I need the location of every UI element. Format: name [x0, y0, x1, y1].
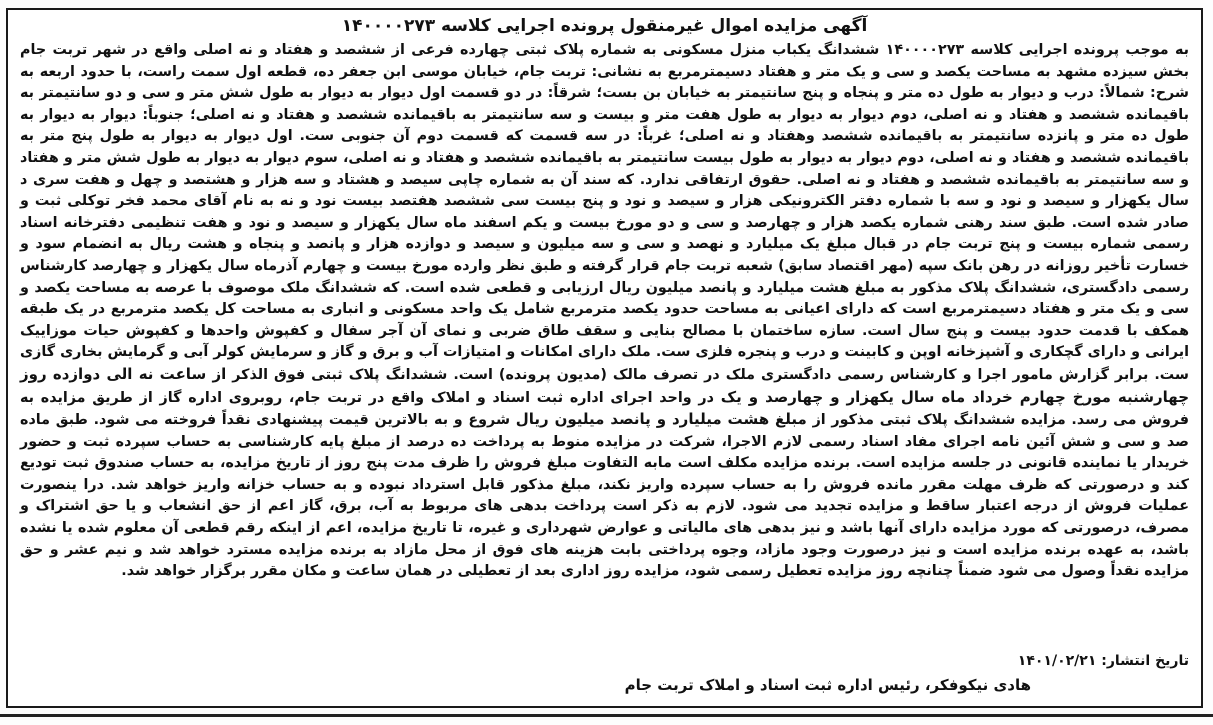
notice-frame	[6, 8, 1203, 708]
notice-body-end: شروع و به بالاترین قیمت پیشنهادی نقداً فروخته می شود. طبق ماده صد و سی و شش آئین نامه اجرای مفاد اسناد رسمی لازم الاجرا، شرکت در مزایده منوط به پرداخت ده درصد از مبلغ پایه کارشناسی به حساب سپرده ثبت و حضور خریدار یا نماینده قانونی در جلسه مزایده است. برنده مزایده مکلف است مابه التفاوت مبلغ فروش را ظرف مدت پنج روز از تاریخ مزایده، به حساب صندوق ثبت تودیع کند و درصورتی که ظرف مهلت مقرر مانده فروش را به حساب سپرده واریز نکند، مبلغ مذکور قابل استرداد نبوده و به حساب خزانه واریز خواهد شد. درا ینصورت عملیات فروش از درجه اعتبار ساقط و مزایده تجدید می شود. لازم به ذکر است پرداخت بدهی های مربوط به آب، برق، گاز اعم از حق انشعاب و یا حق اشتراک و مصرف، درصورتی که مورد مزایده دارای آنها باشد و نیز بدهی های مالیاتی و عوارض شهرداری و غیره، تا تاریخ مزایده، اعم از اینکه رقم قطعی آن معلوم شده یا نشده باشد، به عهده برنده مزایده است و نیز درصورت وجود مازاد، وجوه پرداختی بابت هزینه های فوق از محل مازاد به برنده مزایده مسترد خواهد شد و نیم عشر و حق مزایده نقداً وصول می شود ضمناً چنانچه روز مزایده تعطیل رسمی شود، مزایده روز اداری بعد از تعطیلی در همان ساعت و مکان مقرر برگزار خواهد شد.	[20, 412, 1189, 580]
notice-body-text: به موجب پرونده اجرایی کلاسه ۱۴۰۰۰۰۲۷۳ ششدانگ یکباب منزل مسکونی به شماره پلاک ثبتی چهارده فرعی از ششصد و هفتاد و نه اصلی واقع در شهر تربت جام بخش سیزده مشهد به مساحت یکصد و سی و یک متر و هفتاد دسیمترمربع به نشانی: تربت جام، خیابان موسی ابن جعفر ده، قطعه اول سمت راست، با حدود اربعه به شرح: شمالاً: درب و دیوار به طول ده متر و پنجاه و پنج سانتیمتر به خیابان بن بست؛ شرقاً: در دو قسمت اول دیوار به دیوار به طول شش متر و سی و دو سانتیمتر به باقیمانده ششصد و هفتاد و نه اصلی، دوم دیوار به دیوار به طول هفت متر و بیست و سه سانتیمتر به باقیمانده ششصد و هفتاد و نه اصلی؛ جنوباً: دیوار به دیوار به طول ده متر و پانزده سانتیمتر به باقیمانده ششصد وهفتاد و نه اصلی؛ غرباً: در سه قسمت که قسمت دوم آن جنوبی ست. اول دیوار به دیوار به طول پنج متر به باقیمانده ششصد و هفتاد و نه اصلی، دوم دیوار به دیوار به طول بیست سانتیمتر به باقیمانده ششصد و هفتاد و نه اصلی، سوم دیوار به دیوار به طول شش متر و هفتاد و سه سانتیمتر به باقیمانده ششصد و هفتاد و نه اصلی. حقوق ارتفاقی ندارد. که سند آن به شماره چاپی سیصد و هشتاد و سه هزار و هشتصد و چهل و هفت سری د سال یکهزار و سیصد و نود و سه با شماره دفتر الکترونیکی هزار و سیصد و نود و پنج بیست سی ششصد هفتصد بیست نود و نه به نام آقای محمد فخر توکلی ثبت و صادر شده است. طبق سند رهنی شماره یکصد هزار و چهارصد و سی و دو مورخ بیست و یکم اسفند ماه سال یکهزار و سیصد و نود و هفت تنظیمی دفترخانه اسناد رسمی شماره بیست و پنج تربت جام در قبال مبلغ یک میلیارد و نهصد و سی و سه میلیون و سیصد و دوازده هزار و پانصد و پنجاه و هشت ریال به انضمام سود و خسارت تأخیر روزانه در رهن بانک سپه (مهر اقتصاد سابق) شعبه تربت جام قرار گرفته و طبق نظر وارده مورخ بیست و چهارم آذرماه سال یکهزار و چهارصد کارشناس رسمی دادگستری، ششدانگ پلاک مذکور به مبلغ هشت میلیارد و پانصد میلیون ریال ارزیابی و قطعی شده است. که ششدانگ ملک موصوف با عرصه به مساحت یکصد و سی و یک متر و هفتاد دسیمترمربع است که دارای اعیانی به مساحت حدود یکصد مترمربع شامل یک واحد مسکونی و انباری به مساحت کل یکصد مترمربع در یک طبقه همکف با قدمت حدود بیست و پنج سال است. سازه ساختمان با مصالح بنایی و سقف طاق ضربی و نمای آن آجر سفال و کفپوش واحدها و کفپوش حیات موزاییک ایرانی و دارای گچکاری و آشپزخانه اوپن و کابینت و درب و پنجره فلزی ست. ملک دارای امکانات و امتیازات آب و برق و گاز و سرمایش کولر آبی و گرمایش بخاری گازی ست. برابر گزارش مامور اجرا و کارشناس رسمی دادگستری ملک در تصرف مالک (مدیون پرونده) است. ششدانگ پلاک ثبتی فوق الذکر	[20, 42, 1189, 383]
notice-body-middle: در واحد اجرای اداره ثبت اسناد و املاک واقع در تربت جام، روبروی اداره گاز از طریق مزایده به فروش می رسد. مزایده ششدانگ پلاک ثبتی مذکور از	[20, 389, 1189, 429]
notice-title: آگهی مزایده اموال غیرمنقول پرونده اجرایی کلاسه ۱۴۰۰۰۰۲۷۳	[341, 16, 868, 36]
publish-date: تاریخ انتشار: ۱۴۰۱/۰۲/۲۱	[1017, 653, 1189, 669]
auction-price-text: مبلغ هشت میلیارد و پانصد میلیون ریال	[515, 410, 807, 429]
signature: هادی نیکوفکر، رئیس اداره ثبت اسناد و املاک تربت جام	[624, 676, 1031, 694]
divider	[0, 714, 1213, 717]
auction-time-text: از ساعت نه الی دوازده روز چهارشنبه مورخ چهارم خرداد ماه سال یکهزار و چهارصد و یک	[20, 364, 1189, 406]
notice-body	[20, 40, 1189, 583]
